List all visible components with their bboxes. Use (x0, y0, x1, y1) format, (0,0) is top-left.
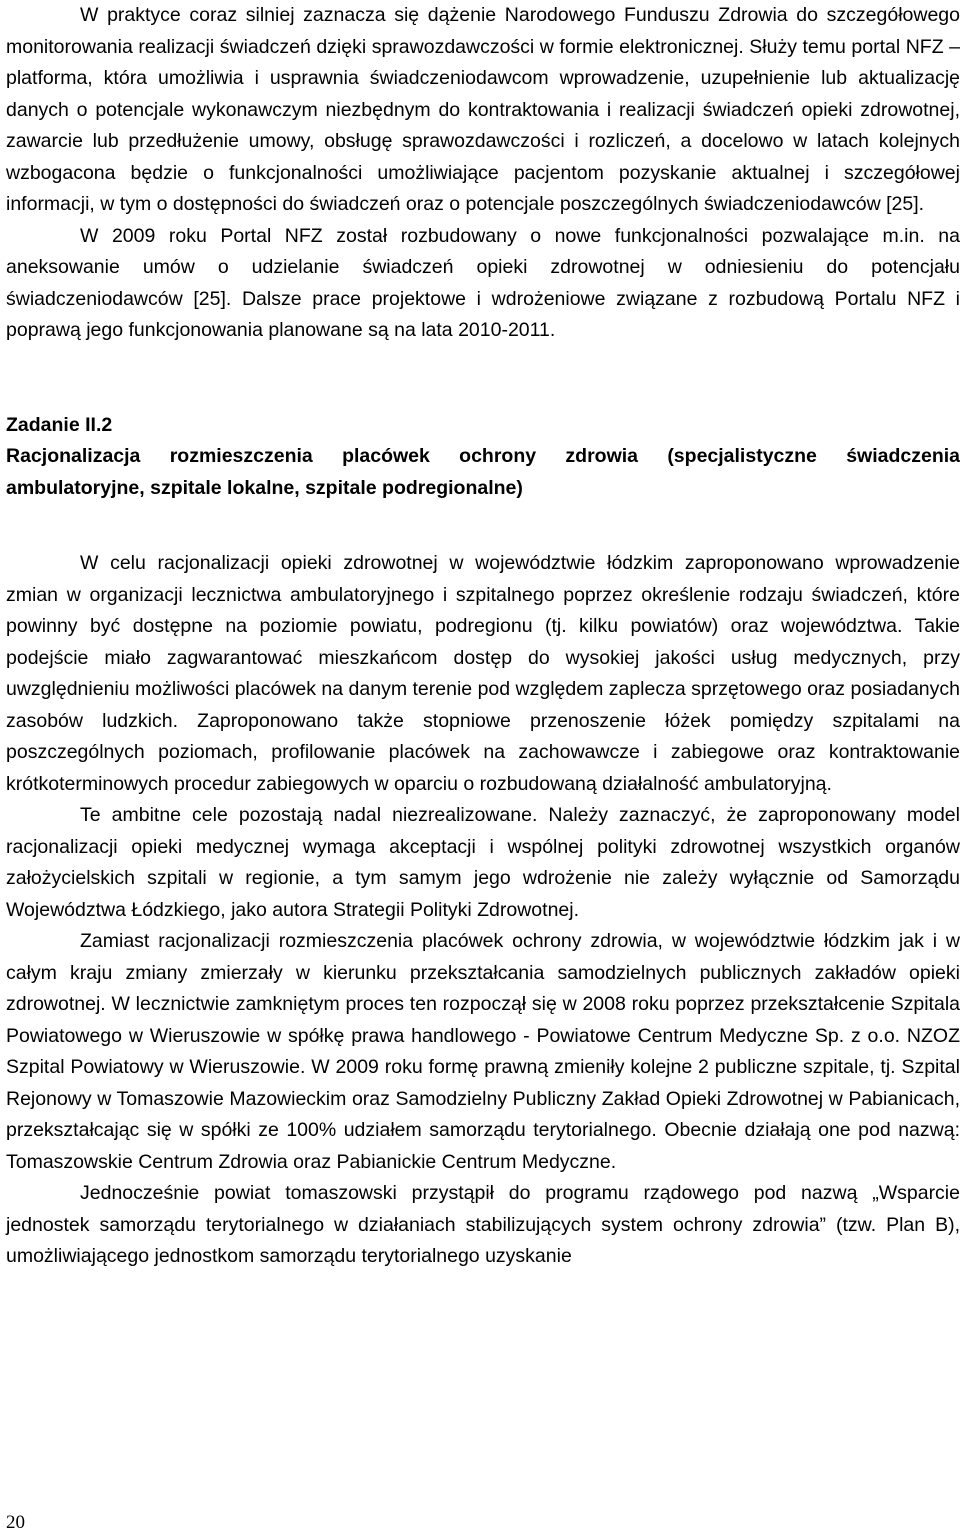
paragraph-plan-b: Jednocześnie powiat tomaszowski przystąpił do programu rządowego pod nazwą „Wsparcie jednostek samorządu terytorialnego w działaniach stabilizujących system ochrony zdrowia” (tzw. Plan B), umożliwiającego jednostkom samorządu terytorialnego uzyskanie (6, 1182, 960, 1267)
paragraph-transformations: Zamiast racjonalizacji rozmieszczenia placówek ochrony zdrowia, w województwie łódzkim jak i w całym kraju zmiany zmierzały w kierunku przekształcania samodzielnych publicznych zakładów opieki zdrowotnej. W lecznictwie zamkniętym proces ten rozpoczął się w 2008 roku poprzez przekształcenie Szpitala Powiatowego w Wieruszowie w spółkę prawa handlowego - Powiatowe Centrum Medyczne Sp. z o.o. NZOZ Szpital Powiatowy w Wieruszowie. W 2009 roku formę prawną zmieniły kolejne 2 publiczne szpitale, tj. Szpital Rejonowy w Tomaszowie Mazowieckim oraz Samodzielny Publiczny Zakład Opieki Zdrowotnej w Pabianicach, przekształcając się w spółki ze 100% udziałem samorządu terytorialnego. Obecnie działają one pod nazwą: Tomaszowskie Centrum Zdrowia oraz Pabianickie Centrum Medyczne. (6, 930, 960, 1173)
paragraph-goals-unrealized: Te ambitne cele pozostają nadal niezrealizowane. Należy zaznaczyć, że zaproponowany model racjonalizacji opieki medycznej wymaga akceptacji i wspólnej polityki zdrowotnej wszystkich organów założycielskich szpitali w regionie, a tym samym jego wdrożenie nie zależy wyłącznie od Samorządu Województwa Łódzkiego, jako autora Strategii Polityki Zdrowotnej. (6, 804, 960, 921)
paragraph-portal-2009: W 2009 roku Portal NFZ został rozbudowany o nowe funkcjonalności pozwalające m.in. na aneksowanie umów o udzielanie świadczeń opieki zdrowotnej w odniesieniu do potencjału świadczeniodawców [25]. Dalsze prace projektowe i wdrożeniowe związane z rozbudową Portalu NFZ i poprawą jego funkcjonowania planowane są na lata 2010-2011. (6, 224, 960, 341)
paragraph-rationalization: W celu racjonalizacji opieki zdrowotnej w województwie łódzkim zaproponowano wprowadzenie zmian w organizacji lecznictwa ambulatoryjnego i szpitalnego poprzez określenie rodzaju świadczeń, które powinny być dostępne na poziomie powiatu, podregionu (tj. kilku powiatów) oraz województwa. Takie podejście miało zagwarantować mieszkańcom dostęp do wysokiej jakości usług medycznych, przy uwzględnieniu możliwości placówek na danym terenie pod względem zaplecza sprzętowego oraz posiadanych zasobów ludzkich. Zaproponowano także stopniowe przenoszenie łóżek pomiędzy szpitalami na poszczególnych poziomach, profilowanie placówek na zachowawcze i zabiegowe oraz kontraktowanie krótkoterminowych procedur zabiegowych w oparciu o rozbudowaną działalność ambulatoryjną. (6, 552, 960, 795)
spacer (6, 504, 960, 548)
page-number: 20 (6, 1512, 25, 1533)
spacer (6, 347, 960, 410)
section-title: Racjonalizacja rozmieszczenia placówek ochrony zdrowia (specjalistyczne świadczenia ambulatoryjne, szpitale lokalne, szpitale podregionalne) (6, 445, 960, 499)
section-label: Zadanie II.2 (6, 413, 113, 436)
document-page (6, 0, 960, 1273)
paragraph-portal-intro: W praktyce coraz silniej zaznacza się dążenie Narodowego Funduszu Zdrowia do szczegółowego monitorowania realizacji świadczeń dzięki sprawozdawczości w formie elektronicznej. Służy temu portal NFZ – platforma, która umożliwia i usprawnia świadczeniodawcom wprowadzenie, uzupełnienie lub aktualizację danych o potencjale wykonawczym niezbędnym do kontraktowania i realizacji świadczeń opieki zdrowotnej, zawarcie lub przedłużenie umowy, obsługę sprawozdawczości i rozliczeń, a docelowo w latach kolejnych wzbogacona będzie o funkcjonalności umożliwiające pacjentom pozyskanie aktualnej i szczegółowej informacji, w tym o dostępności do świadczeń oraz o potencjale poszczególnych świadczeniodawców [25]. (6, 4, 960, 215)
